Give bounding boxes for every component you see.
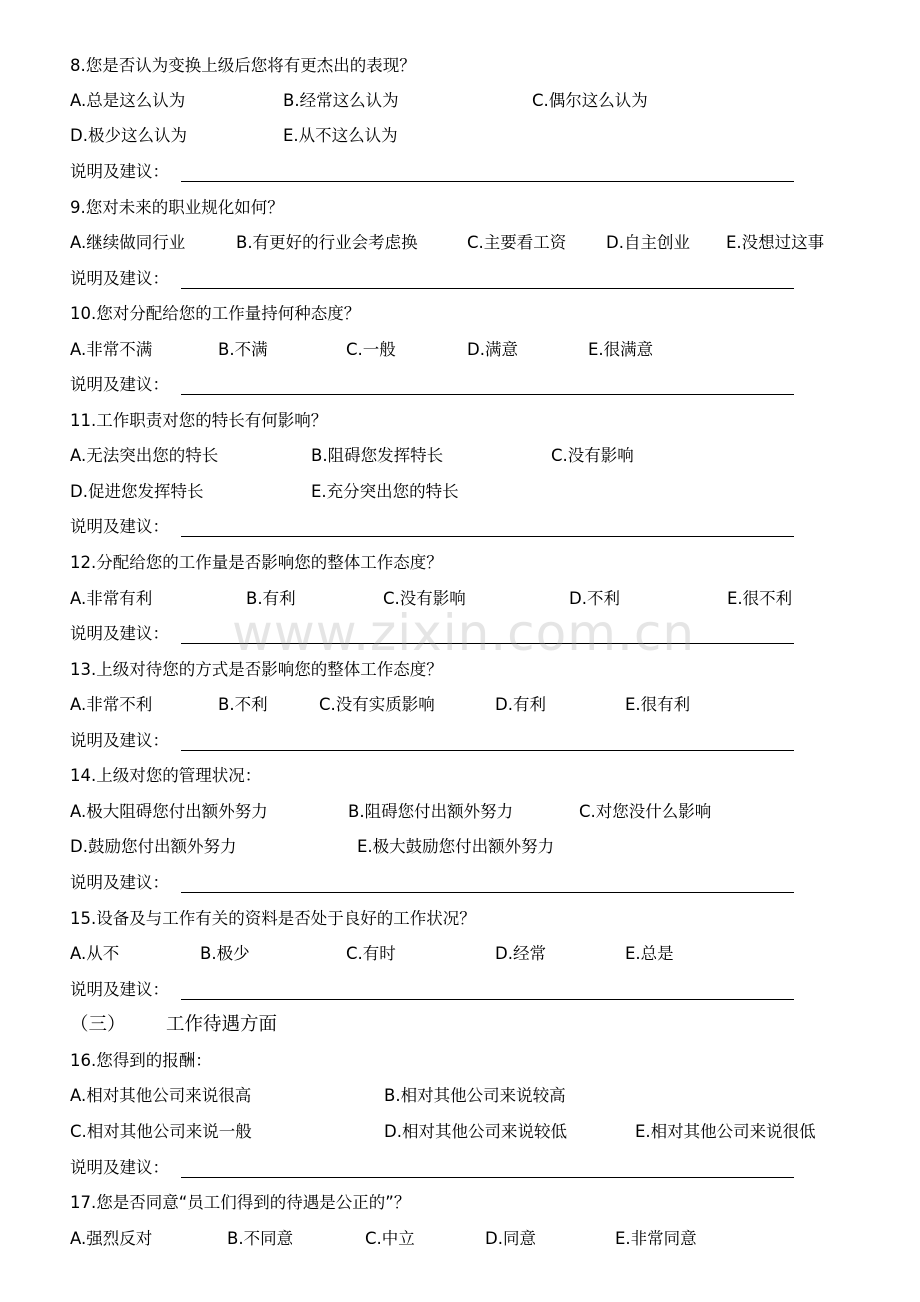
option: B.不同意: [227, 1229, 294, 1248]
option: C.没有影响: [383, 589, 466, 608]
question-12-note: [70, 623, 800, 645]
question-11-note: [70, 516, 800, 538]
question-10-note: [70, 374, 800, 396]
note-input-line[interactable]: [181, 288, 794, 289]
question-8-title: 8.您是否认为变换上级后您将有更杰出的表现？: [70, 56, 416, 75]
option: D.满意: [467, 340, 518, 359]
option: C.对您没什么影响: [579, 802, 712, 821]
question-9-title: 9.您对未来的职业规化如何？: [70, 198, 284, 217]
note-input-line[interactable]: [181, 1177, 794, 1178]
option: D.经常: [495, 944, 546, 963]
option: E.总是: [625, 944, 674, 963]
question-10-title: 10.您对分配给您的工作量持何种态度？: [70, 304, 361, 323]
option: E.非常同意: [615, 1229, 697, 1248]
note-label: 说明及建议：: [70, 162, 169, 181]
option: B.有更好的行业会考虑换: [236, 233, 418, 252]
option: D.自主创业: [606, 233, 690, 252]
note-label: 说明及建议：: [70, 1158, 169, 1177]
option: A.非常不满: [70, 340, 153, 359]
option: D.促进您发挥特长: [70, 482, 204, 501]
option: D.鼓励您付出额外努力: [70, 837, 237, 856]
note-input-line[interactable]: [181, 394, 794, 395]
note-input-line[interactable]: [181, 643, 794, 644]
option: A.继续做同行业: [70, 233, 186, 252]
question-15-note: [70, 979, 800, 1001]
option: B.极少: [200, 944, 250, 963]
option: B.有利: [246, 589, 296, 608]
question-15-title: 15.设备及与工作有关的资料是否处于良好的工作状况？: [70, 909, 476, 928]
option: D.同意: [485, 1229, 536, 1248]
question-13-title: 13.上级对待您的方式是否影响您的整体工作态度？: [70, 660, 443, 679]
option: B.阻碍您发挥特长: [311, 446, 444, 465]
question-16-title: 16.您得到的报酬：: [70, 1051, 212, 1070]
option: A.无法突出您的特长: [70, 446, 219, 465]
question-12-title: 12.分配给您的工作量是否影响您的整体工作态度？: [70, 553, 443, 572]
option: A.总是这么认为: [70, 91, 186, 110]
option: A.非常不利: [70, 695, 153, 714]
note-label: 说明及建议：: [70, 980, 169, 999]
note-input-line[interactable]: [181, 892, 794, 893]
section-title: 工作待遇方面: [166, 1014, 278, 1035]
option: C.中立: [365, 1229, 415, 1248]
option: A.相对其他公司来说很高: [70, 1086, 252, 1105]
question-17-title: 17.您是否同意“员工们得到的待遇是公正的”？: [70, 1193, 411, 1212]
option: A.极大阻碍您付出额外努力: [70, 802, 268, 821]
note-label: 说明及建议：: [70, 269, 169, 288]
section-number: （三）: [70, 1014, 126, 1035]
option: C.一般: [346, 340, 396, 359]
option: C.有时: [346, 944, 396, 963]
question-8-note: [70, 161, 800, 183]
option: E.从不这么认为: [283, 126, 398, 145]
note-label: 说明及建议：: [70, 624, 169, 643]
question-11-title: 11.工作职责对您的特长有何影响？: [70, 411, 328, 430]
question-9-note: [70, 268, 800, 290]
option: C.主要看工资: [467, 233, 567, 252]
option: B.不利: [218, 695, 268, 714]
option: C.没有实质影响: [319, 695, 435, 714]
option: D.有利: [495, 695, 546, 714]
question-14-title: 14.上级对您的管理状况：: [70, 766, 262, 785]
note-input-line[interactable]: [181, 181, 794, 182]
note-label: 说明及建议：: [70, 375, 169, 394]
option: A.强烈反对: [70, 1229, 153, 1248]
question-13-note: [70, 730, 800, 752]
option: E.很有利: [625, 695, 691, 714]
option: E.极大鼓励您付出额外努力: [357, 837, 555, 856]
question-16-note: [70, 1157, 800, 1179]
note-input-line[interactable]: [181, 750, 794, 751]
option: E.充分突出您的特长: [311, 482, 459, 501]
note-label: 说明及建议：: [70, 517, 169, 536]
option: C.偶尔这么认为: [532, 91, 648, 110]
option: E.没想过这事: [726, 233, 825, 252]
option: A.从不: [70, 944, 120, 963]
option: E.相对其他公司来说很低: [635, 1122, 816, 1141]
section-heading: [70, 1012, 277, 1038]
watermark: www.zixin.com.cn: [232, 604, 696, 662]
option: E.很不利: [727, 589, 793, 608]
option: B.相对其他公司来说较高: [384, 1086, 566, 1105]
question-14-note: [70, 872, 800, 894]
option: C.相对其他公司来说一般: [70, 1122, 252, 1141]
option: A.非常有利: [70, 589, 153, 608]
note-input-line[interactable]: [181, 536, 794, 537]
option: D.不利: [569, 589, 620, 608]
note-label: 说明及建议：: [70, 873, 169, 892]
option: D.极少这么认为: [70, 126, 187, 145]
note-label: 说明及建议：: [70, 731, 169, 750]
note-input-line[interactable]: [181, 999, 794, 1000]
option: E.很满意: [588, 340, 654, 359]
option: B.不满: [218, 340, 268, 359]
option: B.阻碍您付出额外努力: [348, 802, 514, 821]
option: C.没有影响: [551, 446, 634, 465]
option: D.相对其他公司来说较低: [384, 1122, 567, 1141]
option: B.经常这么认为: [283, 91, 399, 110]
